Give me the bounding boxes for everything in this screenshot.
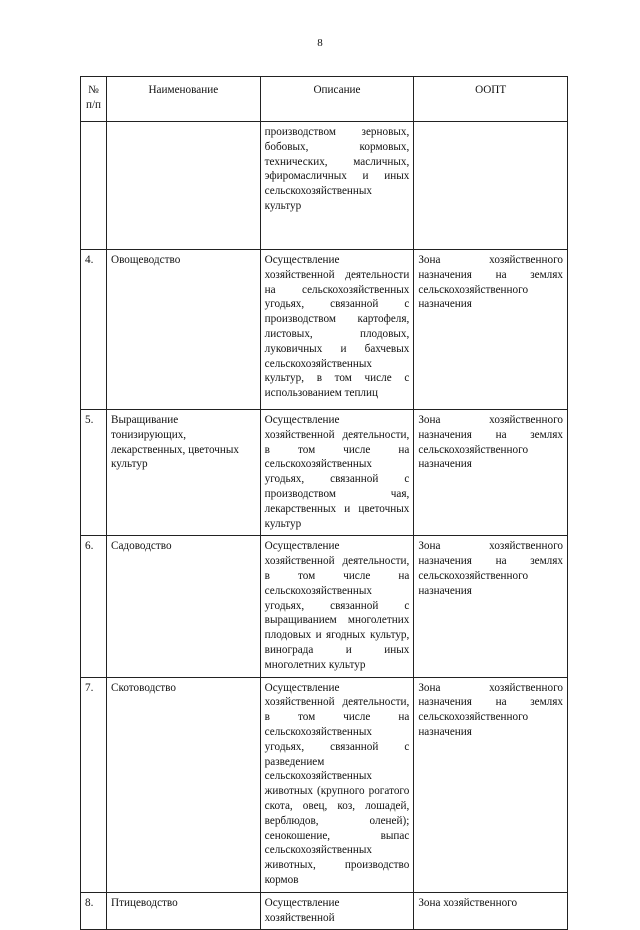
row-description: Осуществление хозяйственной bbox=[260, 892, 414, 930]
row-num bbox=[81, 122, 107, 250]
land-use-table bbox=[80, 76, 568, 930]
row-oopt: Зона хозяйственного назначения на землях сельскохозяйственного назначения bbox=[414, 536, 568, 677]
table-row bbox=[81, 250, 568, 410]
row-name: Выращивание тонизирующих, лекарственных, цветочных культур bbox=[107, 410, 261, 536]
table-header-row bbox=[81, 77, 568, 122]
table-row bbox=[81, 677, 568, 892]
row-name: Птицеводство bbox=[107, 892, 261, 930]
row-oopt: Зона хозяйственного bbox=[414, 892, 568, 930]
row-description: производством зерновых, бобовых, кормовых, технических, масличных, эфиромасличных и иных сельскохозяйственных культур bbox=[260, 122, 414, 250]
row-name: Скотоводство bbox=[107, 677, 261, 892]
row-num: 5. bbox=[81, 410, 107, 536]
row-num: 4. bbox=[81, 250, 107, 410]
row-description: Осуществление хозяйственной деятельности, в том числе на сельскохозяйственных угодьях, связанной с разведением сельскохозяйственных животных (крупного рогатого скота, овец, коз, лошадей, верблюдов, оленей); сенокошение, выпас сельскохозяйственных животных, производство кормов bbox=[260, 677, 414, 892]
row-oopt: Зона хозяйственного назначения на землях сельскохозяйственного назначения bbox=[414, 250, 568, 410]
row-num: 7. bbox=[81, 677, 107, 892]
row-name: Овощеводство bbox=[107, 250, 261, 410]
header-name: Наименование bbox=[107, 77, 261, 122]
row-description: Осуществление хозяйственной деятельности, в том числе на сельскохозяйственных угодьях, связанной с производством чая, лекарственных и цветочных культур bbox=[260, 410, 414, 536]
row-name: Садоводство bbox=[107, 536, 261, 677]
table-row bbox=[81, 536, 568, 677]
page-number: 8 bbox=[317, 37, 323, 49]
table-row bbox=[81, 892, 568, 930]
row-oopt: Зона хозяйственного назначения на землях сельскохозяйственного назначения bbox=[414, 677, 568, 892]
row-name bbox=[107, 122, 261, 250]
header-num: № п/п bbox=[81, 77, 107, 122]
row-description: Осуществление хозяйственной деятельности, в том числе на сельскохозяйственных угодьях, связанной с выращиванием многолетних плодовых и ягодных культур, винограда и иных многолетних культур bbox=[260, 536, 414, 677]
row-oopt bbox=[414, 122, 568, 250]
header-oopt: ООПТ bbox=[414, 77, 568, 122]
table-row bbox=[81, 122, 568, 250]
table-row bbox=[81, 410, 568, 536]
row-oopt: Зона хозяйственного назначения на землях сельскохозяйственного назначения bbox=[414, 410, 568, 536]
row-description: Осуществление хозяйственной деятельности на сельскохозяйственных угодьях, связанной с производством картофеля, листовых, плодовых, луковичных и бахчевых сельскохозяйственных культур, в том числе с использованием теплиц bbox=[260, 250, 414, 410]
row-num: 6. bbox=[81, 536, 107, 677]
header-description: Описание bbox=[260, 77, 414, 122]
row-num: 8. bbox=[81, 892, 107, 930]
